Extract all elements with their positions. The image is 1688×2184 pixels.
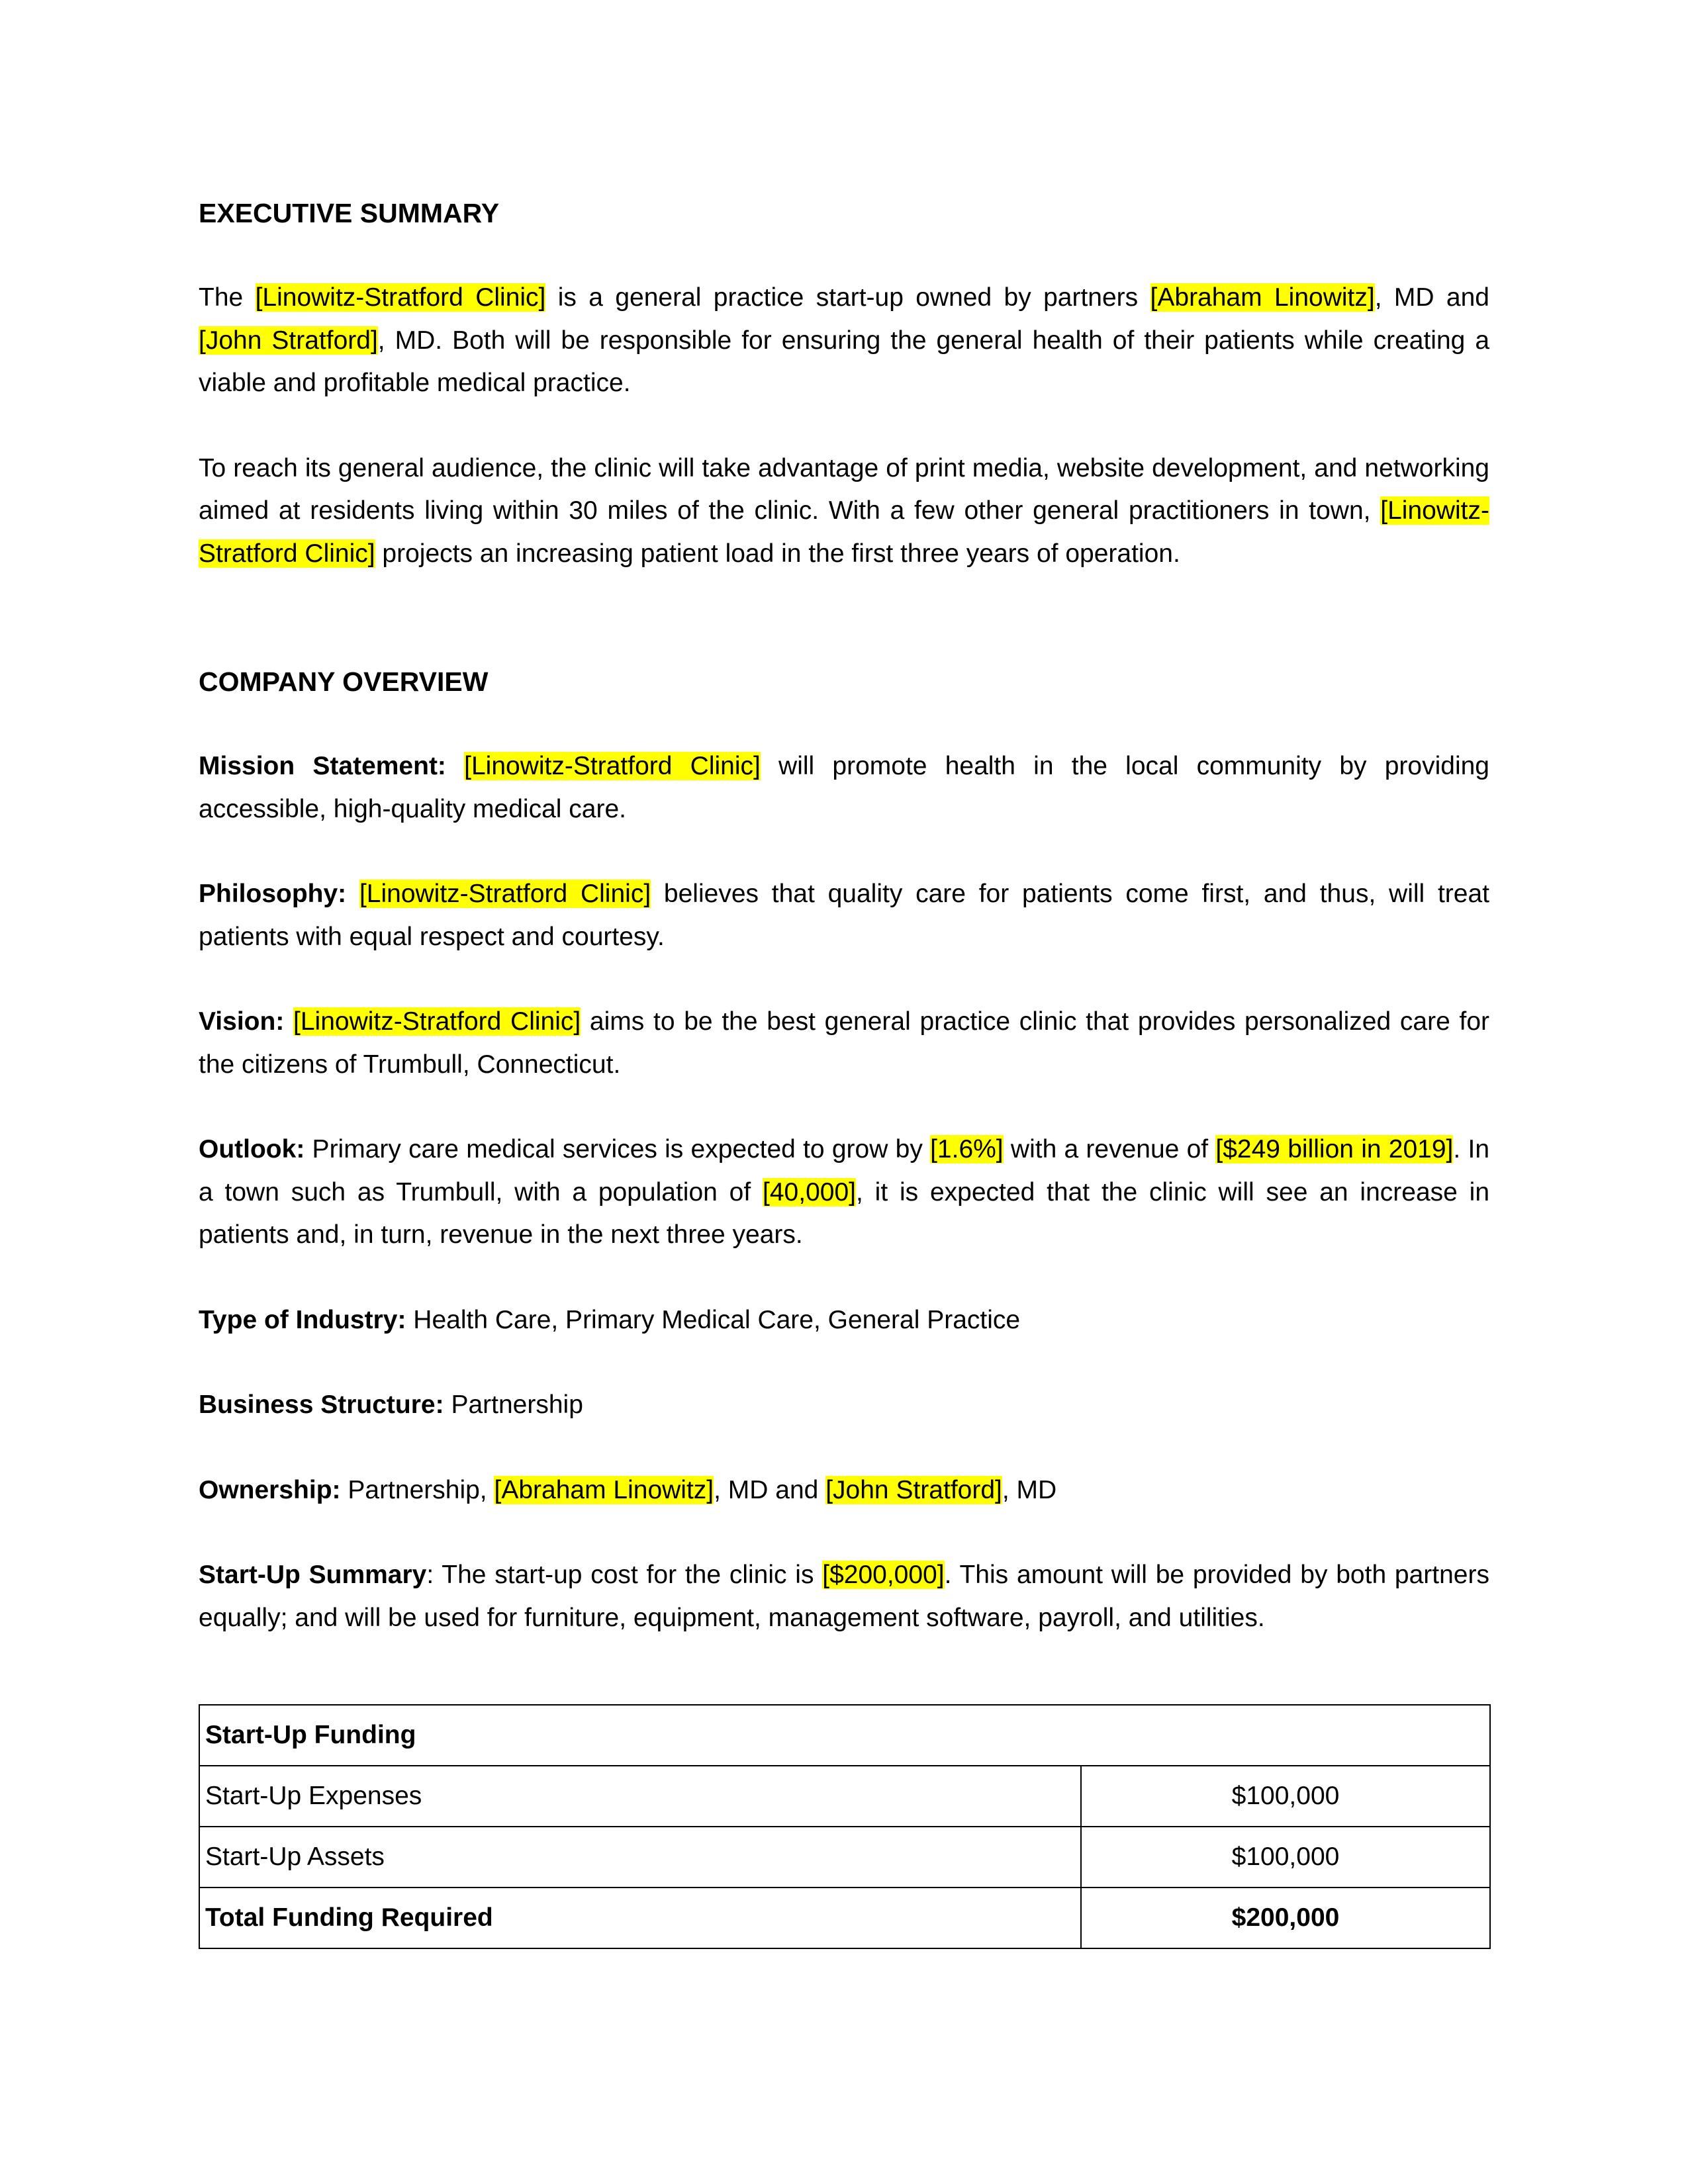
text: , MD. Both will be responsible for ensuring the general health of their patients while creating a viable and profitable medical practice.	[199, 326, 1490, 397]
partner-2-placeholder: [John Stratford]	[825, 1475, 1002, 1504]
revenue-placeholder: [$249 billion in 2019]	[1215, 1135, 1454, 1163]
partner-1-placeholder: [Abraham Linowitz]	[494, 1475, 714, 1504]
text: , MD	[1002, 1475, 1057, 1504]
company-overview-heading: COMPANY OVERVIEW	[199, 666, 489, 697]
population-placeholder: [40,000]	[763, 1177, 856, 1206]
text: believes that quality care for patients come first, and thus, will treat patients with equal respect and courtesy.	[199, 880, 1489, 951]
clinic-name-placeholder: [Linowitz-Stratford Clinic]	[199, 496, 1489, 568]
text: : The start-up cost for the clinic is	[426, 1561, 823, 1589]
ownership	[199, 1469, 1489, 1512]
executive-summary-paragraph-2	[199, 447, 1489, 576]
type-of-industry	[199, 1299, 1489, 1342]
text: The	[199, 283, 256, 312]
row-value: $100,000	[1081, 1827, 1490, 1888]
start-up-funding-table	[199, 1704, 1491, 1949]
table-total-row	[199, 1888, 1490, 1948]
clinic-name-placeholder: [Linowitz-Stratford Clinic]	[255, 283, 546, 312]
industry-label: Type of Industry:	[199, 1305, 406, 1334]
structure-label: Business Structure:	[199, 1390, 444, 1419]
text: , MD and	[714, 1475, 826, 1504]
clinic-name-placeholder: [Linowitz-Stratford Clinic]	[293, 1007, 581, 1036]
text: , it is expected that the clinic will see an increase in patients and, in turn, revenue in the next three years.	[199, 1177, 1490, 1249]
text: Primary care medical services is expected to grow by	[305, 1135, 931, 1163]
startup-label: Start-Up Summary	[199, 1561, 427, 1589]
document-page	[199, 192, 1489, 1949]
text: . This amount will be provided by both partners equally; and will be used for furniture, equipment, management software, payroll, and utilities.	[199, 1561, 1489, 1632]
philosophy-label: Philosophy:	[199, 880, 347, 908]
text: will promote health in the local community by providing accessible, high-quality medical care.	[199, 752, 1489, 823]
business-structure	[199, 1384, 1489, 1427]
mission-statement	[199, 745, 1489, 831]
executive-summary-paragraph-1	[199, 277, 1489, 405]
text: aims to be the best general practice clinic that provides personalized care for the citizens of Trumbull, Connecticut.	[199, 1007, 1489, 1079]
row-value: $100,000	[1081, 1766, 1490, 1827]
mission-label: Mission Statement:	[199, 752, 446, 780]
total-value: $200,000	[1081, 1888, 1490, 1948]
text: Health Care, Primary Medical Care, General Practice	[406, 1305, 1021, 1334]
growth-rate-placeholder: [1.6%]	[930, 1135, 1004, 1163]
text: Partnership	[444, 1390, 583, 1419]
row-label: Start-Up Assets	[199, 1827, 1081, 1888]
partner-1-placeholder: [Abraham Linowitz]	[1150, 283, 1375, 312]
table-row	[199, 1766, 1490, 1827]
ownership-label: Ownership:	[199, 1475, 341, 1504]
text: To reach its general audience, the clinic will take advantage of print media, website development, and networking aimed at residents living within 30 miles of the clinic. With a few other general practitioners in town,	[199, 453, 1489, 525]
philosophy	[199, 873, 1489, 958]
start-up-summary	[199, 1554, 1489, 1639]
text: . In a town such as Trumbull, with a population of	[199, 1135, 1490, 1206]
startup-cost-placeholder: [$200,000]	[822, 1561, 945, 1589]
table-header-row	[199, 1705, 1490, 1766]
outlook-label: Outlook:	[199, 1135, 305, 1163]
text: , MD and	[1374, 283, 1489, 312]
table-title: Start-Up Funding	[199, 1705, 1490, 1766]
vision	[199, 1001, 1489, 1086]
partner-2-placeholder: [John Stratford]	[199, 326, 378, 355]
executive-summary-heading: EXECUTIVE SUMMARY	[199, 198, 500, 228]
text: Partnership,	[340, 1475, 494, 1504]
table-row	[199, 1827, 1490, 1888]
vision-label: Vision:	[199, 1007, 285, 1036]
text: is a general practice start-up owned by partners	[545, 283, 1150, 312]
outlook	[199, 1128, 1489, 1257]
row-label: Start-Up Expenses	[199, 1766, 1081, 1827]
clinic-name-placeholder: [Linowitz-Stratford Clinic]	[464, 752, 761, 780]
total-label: Total Funding Required	[199, 1888, 1081, 1948]
text: projects an increasing patient load in the first three years of operation.	[375, 539, 1180, 568]
text: with a revenue of	[1003, 1135, 1216, 1163]
clinic-name-placeholder: [Linowitz-Stratford Clinic]	[359, 880, 651, 908]
